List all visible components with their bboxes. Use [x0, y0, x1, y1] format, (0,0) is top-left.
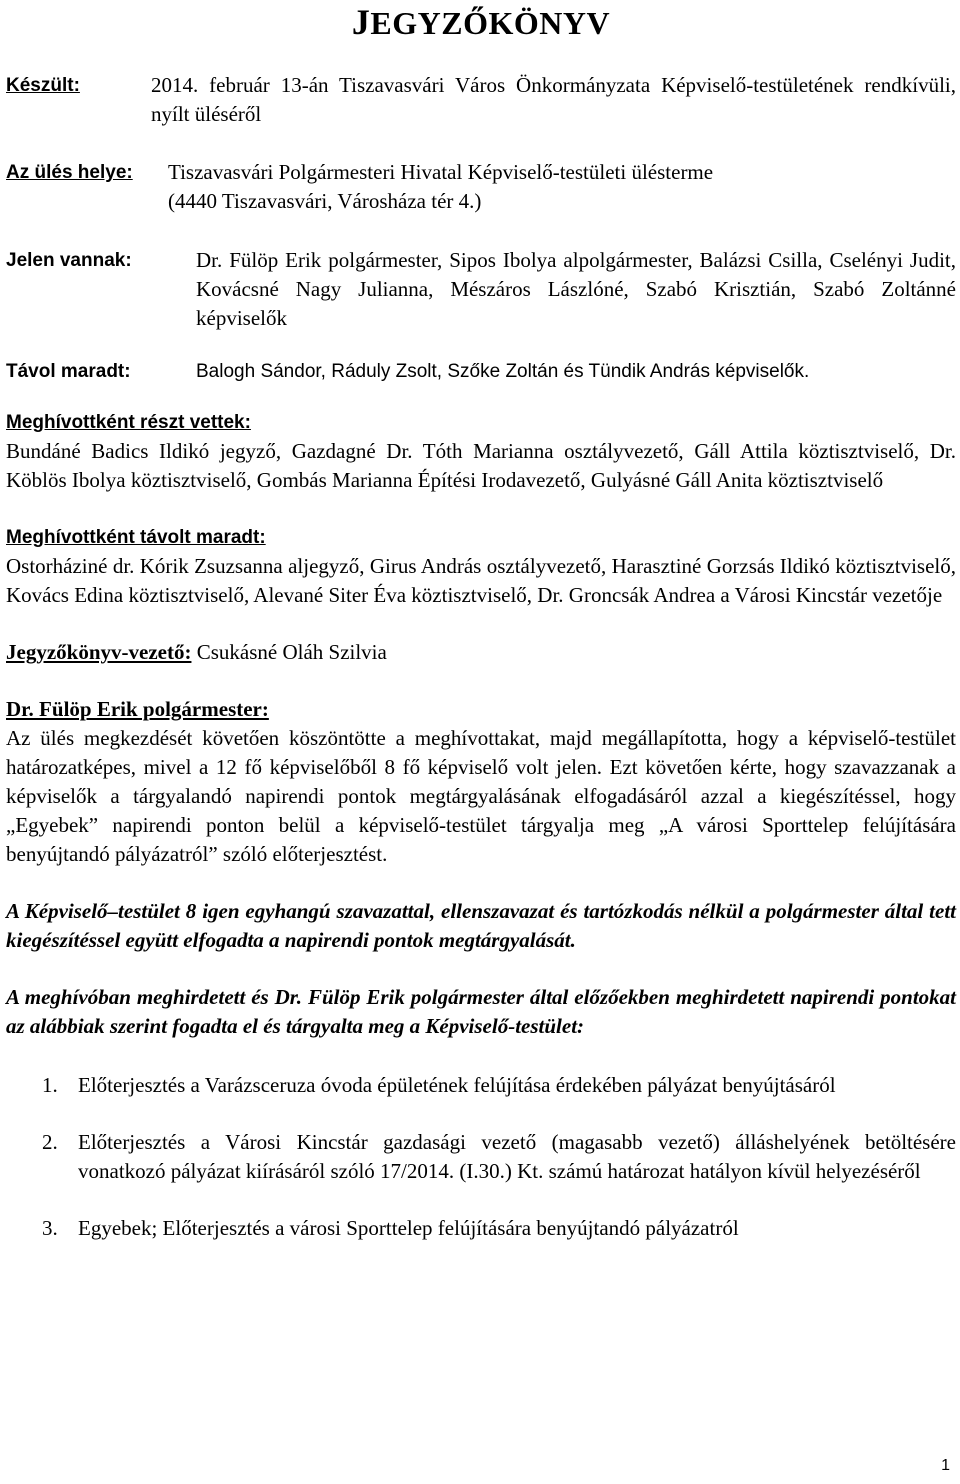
ules-helye-row [6, 158, 956, 216]
jegyzokonyv-vezeto-label: Jegyzőkönyv-vezető: [6, 640, 192, 664]
agenda-item-text: Előterjesztés a Varázsceruza óvoda épületének felújítása érdekében pályázat benyújtásáról [78, 1073, 836, 1097]
decision-1: A Képviselő–testület 8 igen egyhangú szavazattal, ellenszavazat és tartózkodás nélkül a polgármester által tett kiegészítéssel együtt elfogadta a napirendi pontok megtárgyalását. [6, 899, 956, 952]
document-page [6, 0, 956, 1243]
page-number: 1 [941, 1457, 950, 1474]
tavol-text: Balogh Sándor, Ráduly Zsolt, Szőke Zoltán és Tündik András képviselők. [196, 361, 810, 382]
jelen-label: Jelen vannak: [6, 250, 132, 271]
ules-helye-label: Az ülés helye: [6, 162, 133, 183]
title-first-letter: J [351, 2, 371, 42]
meghivott-tavol-text: Ostorháziné dr. Kórik Zsuzsanna aljegyző, Girus András osztályvezető, Harasztiné Gorzsás Ildikó köztisztviselő, Kovács Edina köztisztviselő, Alevané Siter Éva köztisztviselő, Dr. Groncsák Andrea a Városi Kincstár vezetője [6, 554, 956, 607]
title-rest: EGYZŐKÖNYV [370, 5, 611, 41]
keszult-label: Készült: [6, 75, 80, 96]
agenda-item [6, 1071, 956, 1100]
agenda-item [6, 1128, 956, 1186]
keszult-row [6, 71, 956, 129]
agenda-item-text: Egyebek; Előterjesztés a városi Sporttelep felújítására benyújtandó pályázatról [78, 1216, 739, 1240]
agenda-item-text: Előterjesztés a Városi Kincstár gazdasági vezető (magasabb vezető) álláshelyének betöltésére vonatkozó pályázat kiírásáról szóló 17/2014. (I.30.) Kt. számú határozat hatályon kívül helyezéséről [78, 1130, 956, 1183]
speaker-text: Az ülés megkezdését követően köszöntötte a meghívottakat, majd megállapította, hogy a képviselő-testület határozatképes, mivel a 12 fő képviselőből 8 fő képviselő volt jelen. Ezt követően kérte, hogy szavazzanak a képviselők a tárgyalandó napirendi pontok megtárgyalásának elfogadásáról azzal a kiegészítéssel, hogy „Egyebek” napirendi ponton belül a képviselő-testület tárgyalja meg „A városi Sporttelep felújítására benyújtandó pályázatról” szóló előterjesztést. [6, 726, 956, 866]
speaker-section [6, 695, 956, 869]
meghivott-tavol-section [6, 523, 956, 610]
ules-helye-line1: Tiszavasvári Polgármesteri Hivatal Képviselő-testületi ülésterme [168, 160, 714, 184]
tavol-row [6, 357, 956, 386]
agenda-item-number: 1. [42, 1073, 58, 1097]
agenda-item [6, 1214, 956, 1243]
speaker-label: Dr. Fülöp Erik polgármester: [6, 697, 269, 721]
decision-2: A meghívóban meghirdetett és Dr. Fülöp Erik polgármester által előzőekben meghirdetett napirendi pontokat az alábbiak szerint fogadta el és tárgyalta meg a Képviselő-testület: [6, 985, 956, 1038]
tavol-label: Távol maradt: [6, 361, 131, 382]
document-title [6, 0, 956, 43]
keszult-text: 2014. február 13-án Tiszavasvári Város Önkormányzata Képviselő-testületének rendkívüli, nyílt üléséről [151, 73, 956, 126]
jelen-row [6, 246, 956, 333]
agenda-item-number: 3. [42, 1216, 58, 1240]
ules-helye-line2: (4440 Tiszavasvári, Városháza tér 4.) [168, 189, 482, 213]
meghivott-reszt-text: Bundáné Badics Ildikó jegyző, Gazdagné Dr. Tóth Marianna osztályvezető, Gáll Attila köztisztviselő, Dr. Köblös Ibolya köztisztviselő, Gombás Marianna Építési Irodavezető, Gulyásné Gáll Anita köztisztviselő [6, 439, 956, 492]
jelen-text: Dr. Fülöp Erik polgármester, Sipos Ibolya alpolgármester, Balázsi Csilla, Cselényi Judit, Kovácsné Nagy Julianna, Mészáros Lászlóné, Szabó Krisztián, Szabó Zoltánné képviselők [196, 248, 956, 330]
ules-helye-text [168, 158, 956, 216]
agenda-item-number: 2. [42, 1130, 58, 1154]
meghivott-reszt-label: Meghívottként részt vettek: [6, 412, 251, 433]
jegyzokonyv-vezeto-name: Csukásné Oláh Szilvia [196, 640, 387, 664]
meghivott-reszt-section [6, 408, 956, 495]
jegyzokonyv-vezeto-row [6, 638, 956, 667]
agenda-list [6, 1071, 956, 1243]
meghivott-tavol-label: Meghívottként távolt maradt: [6, 527, 266, 548]
